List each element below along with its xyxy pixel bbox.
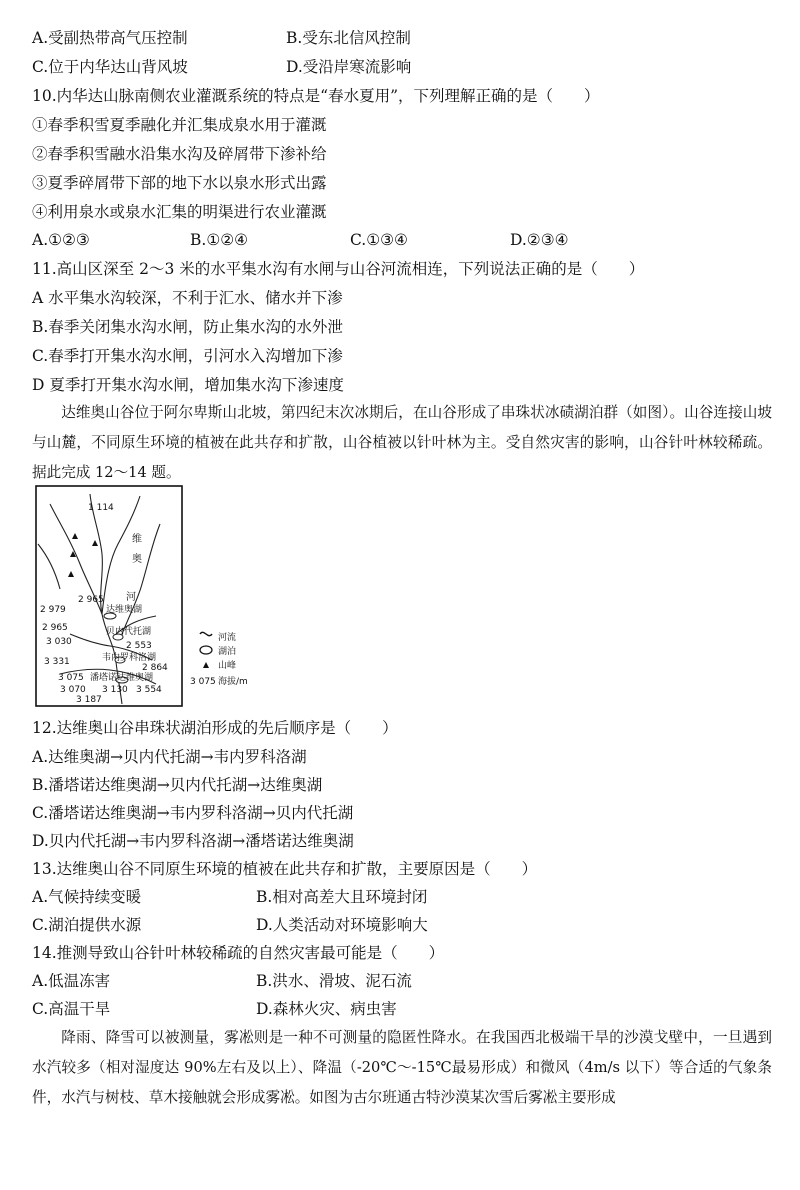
legend-river-label: 河流 [218,633,237,643]
q11-option-b: B.春季关闭集水沟水闸，防止集水沟的水外泄 [32,318,343,336]
peak-label: 3 130 [102,685,128,695]
peak-label: 3 030 [46,637,72,647]
passage-rime [32,1023,772,1113]
lake-label-pantano: 潘塔诺达维奥湖 [90,673,154,683]
q11-option-c: C.春季打开集水沟水闸，引河水入沟增加下渗 [32,347,343,365]
legend-river-symbol [200,632,212,635]
q13-option-d: D.人类活动对环境影响大 [256,916,428,934]
q10-option-d: D.②③④ [510,231,569,249]
peak-marker [68,571,74,577]
peak-label: 3 331 [44,657,70,667]
peak-label: 2 864 [142,663,168,673]
q9-option-c: C.位于内华达山背风坡 [32,58,188,76]
peak-label: 2 965 [42,623,68,633]
q14-option-a: A.低温冻害 [32,972,111,990]
q10-option-b: B.①②④ [190,231,249,249]
q13-option-b: B.相对高差大且环境封闭 [256,888,428,906]
q10-item-2: ②春季积雪融水沿集水沟及碎屑带下渗补给 [32,145,327,163]
q12-option-a: A.达维奥湖→贝内代托湖→韦内罗科洛湖 [32,748,307,766]
q9-option-a: A.受副热带高气压控制 [32,29,188,47]
q12-option-c: C.潘塔诺达维奥湖→韦内罗科洛湖→贝内代托湖 [32,804,354,822]
q14-stem: 14.推测导致山谷针叶林较稀疏的自然灾害最可能是（ ） [32,944,445,962]
q12-stem: 12.达维奥山谷串珠状湖泊形成的先后顺序是（ ） [32,719,398,737]
q10-item-3: ③夏季碎屑带下部的地下水以泉水形式出露 [32,174,327,192]
west-ridge-1 [38,544,60,589]
peak-marker [92,540,98,546]
q13-option-a: A.气候持续变暖 [32,888,142,906]
q10-item-1: ①春季积雪夏季融化并汇集成泉水用于灌溉 [32,116,327,134]
passage-davio-valley [32,398,772,488]
q10-item-4: ④利用泉水或泉水汇集的明渠进行农业灌溉 [32,203,327,221]
legend-elevation-label: 海拔/m [218,677,248,687]
passage-davio-text: 达维奥山谷位于阿尔卑斯山北坡，第四纪末次冰期后，在山谷形成了串珠状冰碛湖泊群（如图）。山谷连接山坡与山麓，不同原生环境的植被在此共存和扩散，山谷植被以针叶林为主。受自然灾害的影响，山谷针叶林较稀疏。据此完成 12～14 题。 [32,404,772,481]
peak-label: 3 554 [136,685,162,695]
passage-rime-text: 降雨、降雪可以被测量，雾凇则是一种不可测量的隐匿性降水。在我国西北极端干旱的沙漠戈壁中，一旦遇到水汽较多（相对湿度达 90%左右及以上）、降温（-20℃～-15℃最易形成）和微风（4m/s 以下）等合适的气象条件，水汽与树枝、草木接触就会形成雾凇。如图为古尔班通古特沙漠某次雪后雾凇主要形成 [32,1029,772,1106]
peak-label: 3 070 [60,685,86,695]
q11-option-d: D 夏季打开集水沟水闸，增加集水沟下渗速度 [32,376,344,394]
q14-option-c: C.高温干旱 [32,1000,111,1018]
q13-stem: 13.达维奥山谷不同原生环境的植被在此共存和扩散，主要原因是（ ） [32,860,538,878]
peak-label: 3 187 [76,695,102,705]
peak-label: 2 965 [78,595,104,605]
peak-marker [72,533,78,539]
river-char: 河 [126,592,136,603]
q13-option-c: C.湖泊提供水源 [32,916,142,934]
legend-elevation-sample: 3 075 [190,677,216,687]
q11-stem: 11.高山区深至 2～3 米的水平集水沟有水闸与山谷河流相连，下列说法正确的是（ ） [32,260,645,278]
q10-option-a: A.①②③ [32,231,90,249]
q9-option-b: B.受东北信风控制 [286,29,411,47]
peak-label: 2 553 [126,641,152,651]
peak-label: 1 114 [88,503,114,513]
peak-label: 2 979 [40,605,66,615]
q12-option-d: D.贝内代托湖→韦内罗科洛湖→潘塔诺达维奥湖 [32,832,354,850]
q10-stem: 10.内华达山脉南侧农业灌溉系统的特点是“春水夏用”，下列理解正确的是（ ） [32,87,600,105]
lake-label-davio: 达维奥湖 [106,605,143,615]
davio-valley-map [30,484,290,710]
legend-lake-symbol [200,646,212,654]
lake-label-venerocolo: 韦内罗科洛湖 [102,653,157,663]
q12-option-b: B.潘塔诺达维奥湖→贝内代托湖→达维奥湖 [32,776,323,794]
lake-label-benedetto: 贝内代托湖 [106,627,152,637]
legend-lake-label: 湖泊 [218,647,237,657]
q14-option-b: B.洪水、滑坡、泥石流 [256,972,412,990]
valley-name-char-1: 维 [132,534,142,545]
legend-peak-label: 山峰 [218,661,237,671]
map-legend [190,631,248,687]
q9-option-d: D.受沿岸寒流影响 [286,58,412,76]
legend-peak-symbol [203,662,209,668]
q10-option-c: C.①③④ [350,231,408,249]
q11-option-a: A 水平集水沟较深，不利于汇水、储水并下渗 [32,289,343,307]
q14-option-d: D.森林火灾、病虫害 [256,1000,397,1018]
peak-label: 3 075 [58,673,84,683]
map-svg [30,484,290,710]
valley-name-char-2: 奥 [132,554,142,565]
